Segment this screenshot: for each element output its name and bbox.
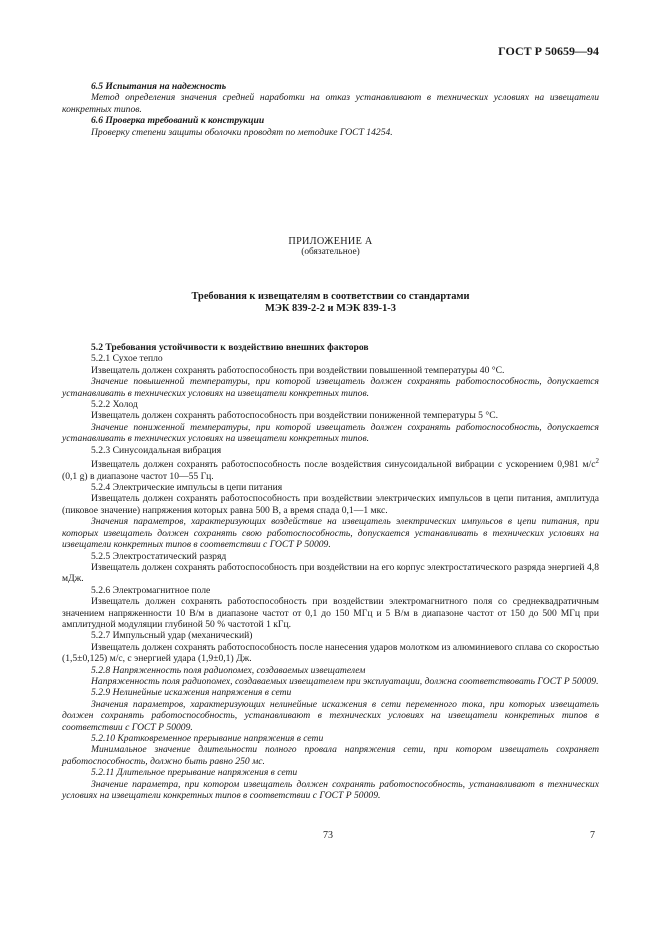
- section-5-2-5-number: 5.2.5 Электростатический разряд: [91, 550, 227, 562]
- section-5-2-3-text-b: (0,1 g) в диапазоне частот 10—55 Гц.: [62, 470, 214, 482]
- section-5-2-7-text: Извещатель должен сохранять работоспособность после нанесения ударов молотком из алюминиевого сплава со скоростью (1,5±0,125) м/с, с энергией удара (1,9±0,1) Дж.: [62, 641, 599, 665]
- section-5-2-2-text: Извещатель должен сохранять работоспособность при воздействии пониженной температуры 5 °C.: [91, 410, 499, 422]
- section-5-2-2-note: Значение пониженной температуры, при которой извещатель должен сохранять работоспособность, допускается устанавливать в технических условиях на извещатели конкретных типов.: [62, 421, 599, 445]
- appendix-heading-line-1: Требования к извещателям в соответствии со стандартами: [191, 290, 470, 302]
- section-5-2-7-number: 5.2.7 Импульсный удар (механический): [91, 630, 253, 642]
- appendix-heading: [62, 291, 599, 316]
- section-6-block: [62, 81, 599, 138]
- section-5-2-1-number: 5.2.1 Сухое тепло: [91, 353, 163, 365]
- section-5-2-5-text: Извещатель должен сохранять работоспособность при воздействии на его корпус электростатического разряда энергией 4,8 мДж.: [62, 561, 599, 585]
- section-5-2-8-text: Напряженность поля радиопомех, создаваемых извещателем при эксплуатации, должна соответствовать ГОСТ Р 50009.: [91, 675, 599, 687]
- section-5-2-4-number: 5.2.4 Электрические импульсы в цепи питания: [91, 482, 283, 494]
- section-5-2-8-number: 5.2.8 Напряженность поля радиопомех, создаваемых извещателем: [91, 664, 366, 676]
- page-number-center: 73: [323, 830, 333, 841]
- section-5-2-11-text: Значение параметра, при котором извещатель должен сохранять работоспособность, устанавливают в технических условиях на извещатели конкретных типов в соответствии с ГОСТ Р 50009.: [62, 778, 599, 802]
- section-5-2-1-note: Значение повышенной температуры, при которой извещатель должен сохранять работоспособность, допускается устанавливать в технических условиях на извещатели конкретных типов.: [62, 376, 599, 399]
- appendix-heading-line-2: МЭК 839-2-2 и МЭК 839-1-3: [265, 303, 396, 315]
- section-5-2-4-note: Значения параметров, характеризующих воздействие на извещатель электрических импульсов в цепи питания, при которых извещатель должен сохранять свою работоспособность, допускается устанавливать в технических условиях на извещатели конкретных типов в соответствии с ГОСТ Р 50009.: [62, 516, 599, 551]
- section-5-2-9-text: Значения параметров, характеризующих нелинейные искажения в сети переменного тока, при которых извещатель должен сохранять работоспособность, устанавливают в технических условиях на извещатели конкретных типов в соответствии с ГОСТ Р 50009.: [62, 698, 599, 733]
- section-5-2-3-number: 5.2.3 Синусоидальная вибрация: [91, 444, 222, 456]
- section-5-2-6-number: 5.2.6 Электромагнитное поле: [91, 584, 211, 596]
- section-5-2-10-text: Минимальное значение длительности полного провала напряжения сети, при котором извещатель сохраняет работоспособность, должно быть равно 250 мс.: [62, 744, 599, 767]
- section-6-6-heading: 6.6 Проверка требований к конструкции: [91, 115, 265, 127]
- section-5-2-9-number: 5.2.9 Нелинейные искажения напряжения в сети: [91, 687, 292, 699]
- section-5-2-2-number: 5.2.2 Холод: [91, 399, 138, 411]
- appendix-note: (обязательное): [301, 247, 360, 258]
- appendix-title: ПРИЛОЖЕНИЕ А: [288, 236, 373, 247]
- section-5-2-3-text-a: Извещатель должен сохранять работоспособность после воздействия синусоидальной вибрации с ускорением 0,981 м/с: [91, 459, 596, 471]
- section-5-2-11-number: 5.2.11 Длительное прерывание напряжения в сети: [91, 767, 298, 779]
- section-5-2-10-number: 5.2.10 Кратковременное прерывание напряжения в сети: [91, 733, 324, 744]
- section-5-2-3-text: [62, 456, 599, 482]
- page-number-right: 7: [590, 830, 595, 841]
- appendix-block: [62, 236, 599, 801]
- section-6-5-heading: 6.5 Испытания на надежность: [91, 81, 227, 92]
- standard-header: ГОСТ Р 50659—94: [498, 44, 599, 58]
- section-5-2-6-text: Извещатель должен сохранять работоспособность при воздействии электромагнитного поля со среднеквадратичным значением напряженности 10 В/м в диапазоне частот от 0,1 до 150 МГц и 5 В/м в диапазоне частот от 150 до 500 МГц при амплитудной модуляции глубиной 50 % частотой 1 кГц.: [62, 596, 599, 630]
- section-6-5-text: Метод определения значения средней наработки на отказ устанавливают в технических условиях на извещатели конкретных типов.: [62, 92, 599, 115]
- section-5-2-3-superscript: 2: [595, 457, 599, 466]
- section-6-6-text: Проверку степени защиты оболочки проводят по методике ГОСТ 14254.: [91, 126, 393, 138]
- section-5-2-4-text: Извещатель должен сохранять работоспособность при воздействии электрических импульсов в цепи питания, амплитуда (пиковое значение) напряжения которых равна 500 В, а время спада 0,1—1 мкс.: [62, 493, 599, 516]
- section-5-2-heading: 5.2 Требования устойчивости к воздействию внешних факторов: [91, 342, 369, 353]
- section-5-2-1-text: Извещатель должен сохранять работоспособность при воздействии повышенной температуры 40 °C.: [91, 364, 505, 376]
